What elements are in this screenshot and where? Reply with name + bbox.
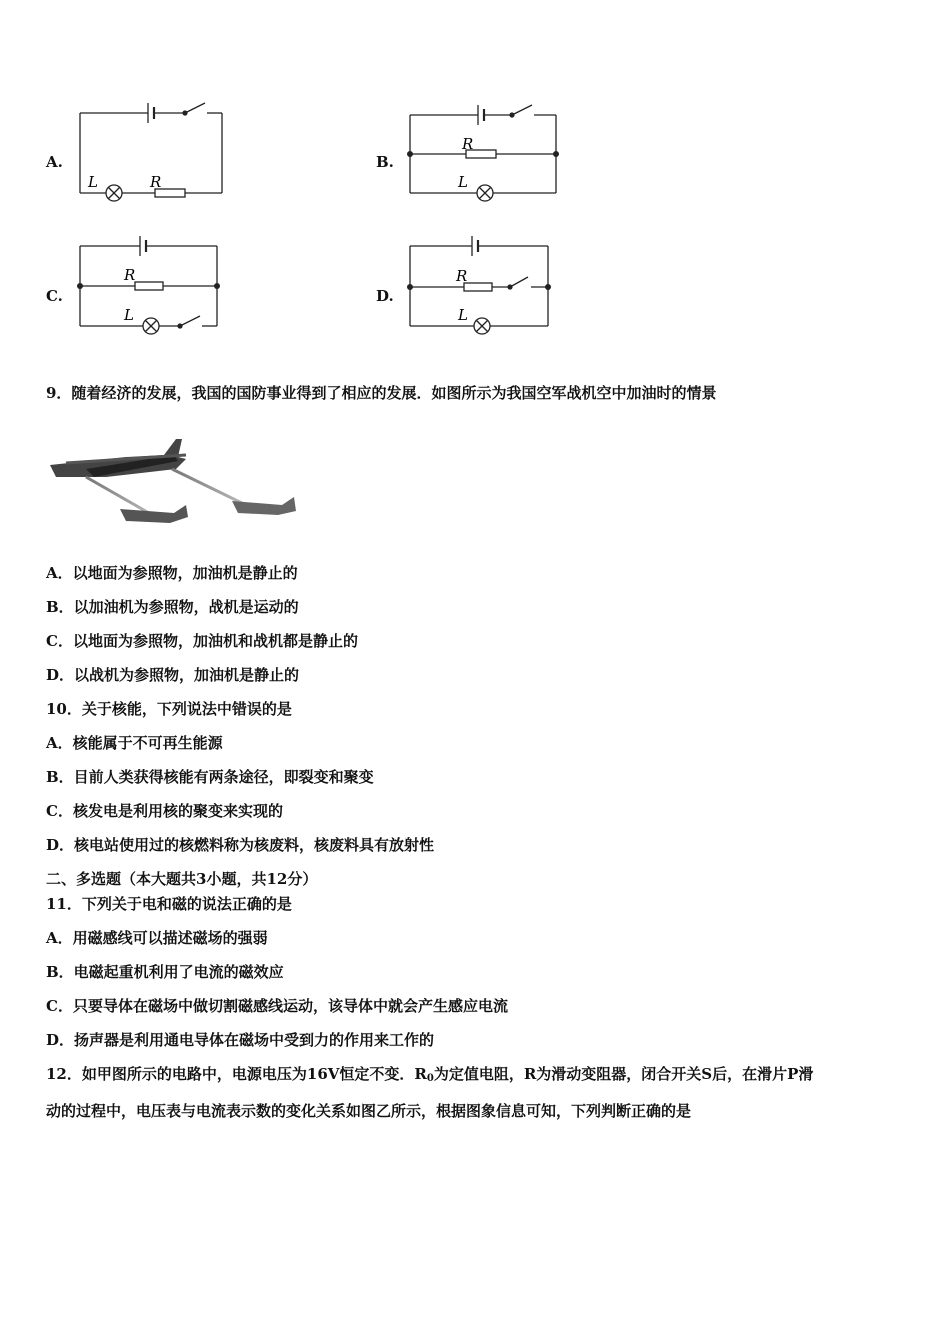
q12-stem-line2: 动的过程中，电压表与电流表示数的变化关系如图乙所示，根据图象信息可知，下列判断正确的是 [46,1102,692,1120]
q11-option-d: D．扬声器是利用通电导体在磁场中受到力的作用来工作的 [46,1031,435,1049]
q10-stem: 10．关于核能，下列说法中错误的是 [46,700,292,718]
q11-stem: 11．下列关于电和磁的说法正确的是 [46,895,292,913]
lamp-symbol-label: L [88,173,98,191]
q12-line1-part-a: 12．如甲图所示的电路中，电源电压为16V恒定不变．R [46,1065,427,1083]
q9-option-c: C．以地面为参照物，加油机和战机都是静止的 [46,632,358,650]
q11-option-b: B．电磁起重机利用了电流的磁效应 [46,963,284,981]
resistor-icon [135,282,163,290]
circuit-a [70,95,240,210]
option-d-label: D. [376,287,394,305]
option-a-label: A. [46,153,63,171]
circuit-d [400,228,570,343]
fighter-jet-icon [120,505,188,523]
circuit-b [400,95,570,210]
q11-option-a: A．用磁感线可以描述磁场的强弱 [46,929,268,947]
section-heading: 二、多选题（本大题共3小题，共12分） [46,870,318,888]
q12-r0-subscript: 0 [426,1073,434,1084]
resistor-icon [464,283,492,291]
q12-line1-part-b: 为定值电阻，R为滑动变阻器，闭合开关S后，在滑片P滑 [433,1065,814,1083]
switch-blade [180,316,200,326]
q9-option-d: D．以战机为参照物，加油机是静止的 [46,666,300,684]
q10-option-b: B．目前人类获得核能有两条途径，即裂变和聚变 [46,768,374,786]
lamp-symbol-label: L [124,306,134,324]
lamp-symbol-label: L [458,173,468,191]
q10-option-a: A．核能属于不可再生能源 [46,734,223,752]
lamp-symbol-label: L [458,306,468,324]
switch-blade [510,277,528,287]
q9-option-b: B．以加油机为参照物，战机是运动的 [46,598,299,616]
resistor-symbol-label: R [150,173,162,191]
option-c-label: C. [46,287,63,305]
aerial-refueling-image [46,425,306,535]
q9-stem: 9．随着经济的发展，我国的国防事业得到了相应的发展．如图所示为我国空军战机空中加油时的情景 [46,384,717,402]
q11-option-c: C．只要导体在磁场中做切割磁感线运动，该导体中就会产生感应电流 [46,997,508,1015]
q10-option-c: C．核发电是利用核的聚变来实现的 [46,802,283,820]
q12-stem-line1 [46,1063,813,1084]
q10-option-d: D．核电站使用过的核燃料称为核废料，核废料具有放射性 [46,836,435,854]
resistor-symbol-label: R [456,267,468,285]
q9-option-a: A．以地面为参照物，加油机是静止的 [46,564,298,582]
resistor-symbol-label: R [124,266,136,284]
resistor-symbol-label: R [462,135,474,153]
switch-blade [185,103,205,113]
option-b-label: B. [376,153,394,171]
fighter-jet-icon [232,497,296,515]
circuit-c [70,228,240,343]
